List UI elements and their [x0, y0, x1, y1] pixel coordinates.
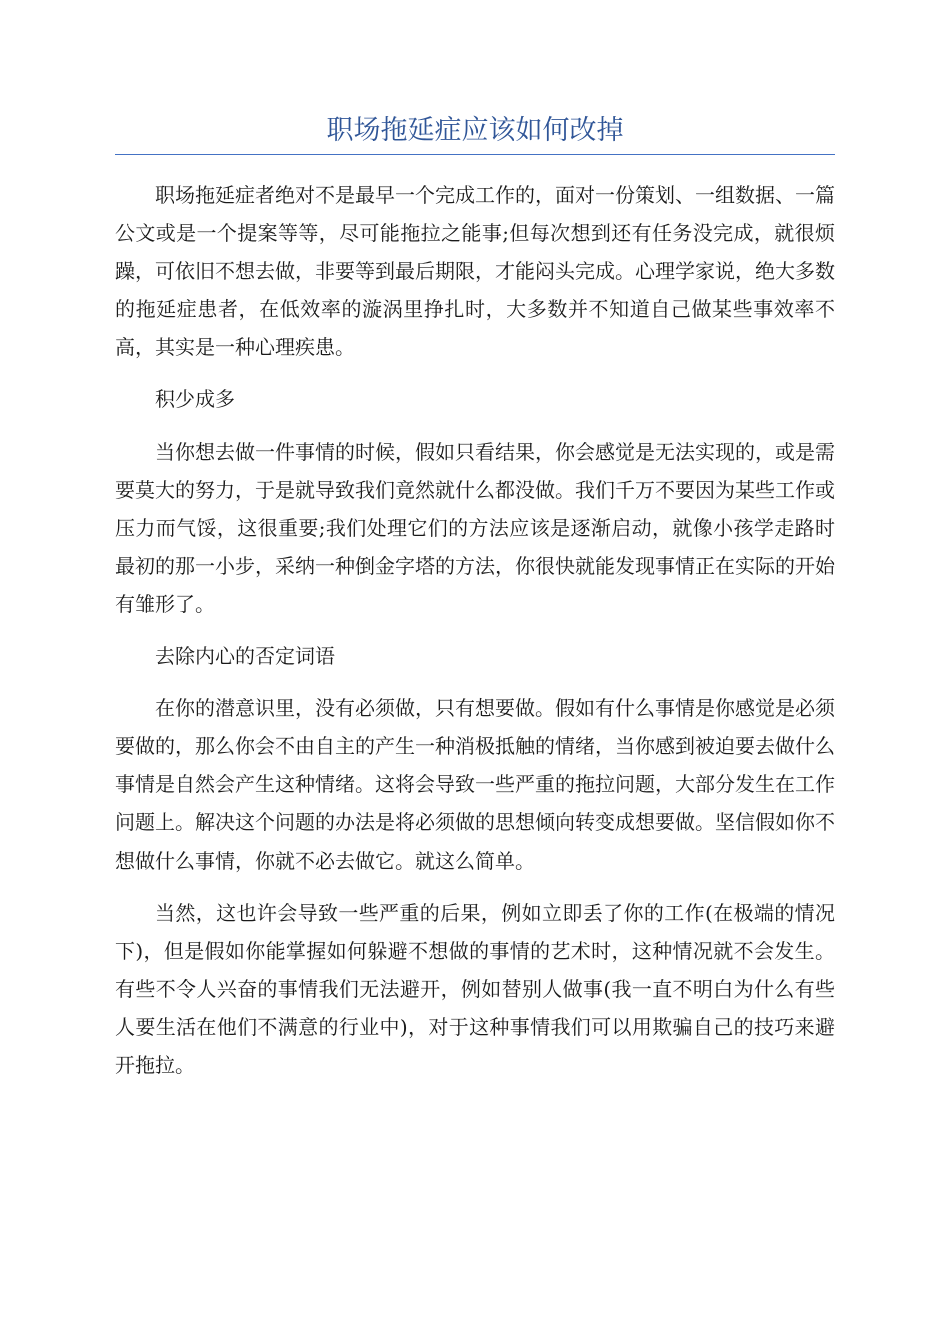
section-heading-negative-words: 去除内心的否定词语	[155, 644, 335, 669]
document-body	[115, 176, 835, 1098]
paragraph-consequences: 当然，这也许会导致一些严重的后果，例如立即丢了你的工作(在极端的情况下)，但是假如你能掌握如何躲避不想做的事情的艺术时，这种情况就不会发生。有些不令人兴奋的事情我们无法避开，例如替别人做事(我一直不明白为什么有些人要生活在他们不满意的行业中)，对于这种事情我们可以用欺骗自己的技巧来避开拖拉。	[115, 900, 835, 1077]
paragraph-accumulate: 当你想去做一件事情的时候，假如只看结果，你会感觉是无法实现的，或是需要莫大的努力，于是就导致我们竟然就什么都没做。我们千万不要因为某些工作或压力而气馁，这很重要;我们处理它们的方法应该是逐渐启动，就像小孩学走路时最初的那一小步，采纳一种倒金字塔的方法，你很快就能发现事情正在实际的开始有雏形了。	[115, 439, 835, 616]
page-title: 职场拖延症应该如何改掉	[326, 115, 624, 146]
title-underline	[115, 154, 835, 155]
paragraph-intro: 职场拖延症者绝对不是最早一个完成工作的，面对一份策划、一组数据、一篇公文或是一个提案等等，尽可能拖拉之能事;但每次想到还有任务没完成，就很烦躁，可依旧不想去做，非要等到最后期限，才能闷头完成。心理学家说，绝大多数的拖延症患者，在低效率的漩涡里挣扎时，大多数并不知道自己做某些事效率不高，其实是一种心理疾患。	[115, 183, 835, 360]
paragraph-negative-words: 在你的潜意识里，没有必须做，只有想要做。假如有什么事情是你感觉是必须要做的，那么你会不由自主的产生一种消极抵触的情绪，当你感到被迫要去做什么事情是自然会产生这种情绪。这将会导致一些严重的拖拉问题，大部分发生在工作问题上。解决这个问题的办法是将必须做的思想倾向转变成想要做。坚信假如你不想做什么事情，你就不必去做它。就这么简单。	[115, 696, 835, 873]
section-heading-accumulate: 积少成多	[155, 387, 235, 412]
